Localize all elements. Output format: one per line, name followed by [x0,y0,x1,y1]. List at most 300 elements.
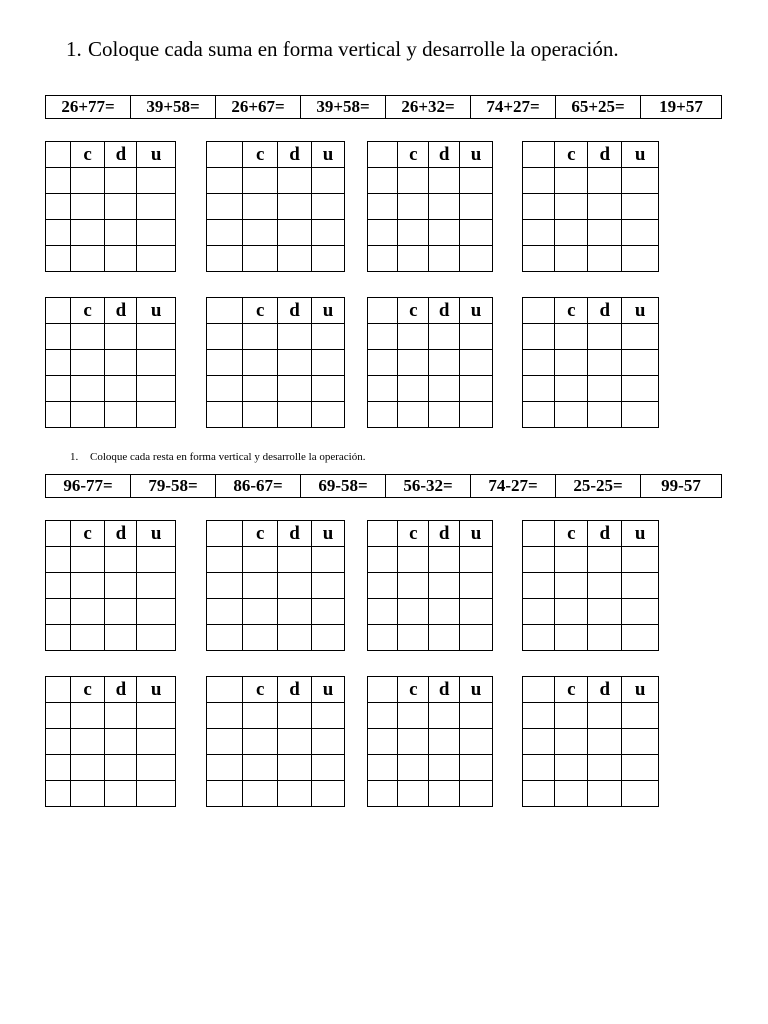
grid-cell[interactable] [460,573,493,599]
grid-cell[interactable] [312,729,345,755]
grid-cell[interactable] [429,625,460,651]
grid-cell[interactable] [460,729,493,755]
grid-cell[interactable] [243,246,278,272]
grid-cell[interactable] [588,376,622,402]
grid-cell[interactable] [523,625,555,651]
grid-cell[interactable] [588,703,622,729]
grid-cell [523,521,555,547]
grid-cell[interactable] [622,573,659,599]
grid-cell[interactable] [243,402,278,428]
grid-header-c: c [243,142,278,168]
subtraction-operation: 99-57 [641,475,722,498]
grid-header-u: u [137,521,176,547]
grid-cell[interactable] [429,194,460,220]
grid-cell[interactable] [523,599,555,625]
grid-cell [523,142,555,168]
grid-cell[interactable] [523,703,555,729]
grid-header-u: u [460,677,493,703]
grid-cell[interactable] [523,376,555,402]
grid-cell[interactable] [46,729,71,755]
grid-cell[interactable] [207,324,243,350]
grid-cell[interactable] [243,168,278,194]
grid-header-d: d [278,142,312,168]
grid-cell[interactable] [429,246,460,272]
grid-cell[interactable] [429,703,460,729]
grid-cell[interactable] [398,194,429,220]
grid-cell[interactable] [207,246,243,272]
grid-cell[interactable] [588,350,622,376]
grid-cell [523,677,555,703]
grid-cell[interactable] [312,324,345,350]
grid-cell[interactable] [137,625,176,651]
grid-cell[interactable] [207,220,243,246]
grid-cell[interactable] [137,599,176,625]
grid-cell[interactable] [105,547,137,573]
grid-header-c: c [70,521,105,547]
grid-cell[interactable] [137,168,176,194]
grid-cell[interactable] [137,402,176,428]
grid-cell[interactable] [243,755,278,781]
grid-cell[interactable] [460,350,493,376]
grid-cell[interactable] [460,781,493,807]
grid-cell[interactable] [429,402,460,428]
grid-cell[interactable] [243,573,278,599]
grid-cell[interactable] [429,168,460,194]
grid-cell[interactable] [312,168,345,194]
grid-cell[interactable] [312,194,345,220]
grid-cell[interactable] [312,402,345,428]
grid-cell[interactable] [398,220,429,246]
subtraction-operation: 69-58= [301,475,386,498]
grid-cell[interactable] [368,703,398,729]
grid-cell[interactable] [105,781,137,807]
grid-cell[interactable] [429,599,460,625]
grid-cell[interactable] [105,625,137,651]
sum-operation: 26+32= [386,96,471,119]
grid-cell[interactable] [278,625,312,651]
grid-cell[interactable] [70,573,105,599]
grid-cell[interactable] [555,194,588,220]
grid-cell[interactable] [46,703,71,729]
grid-cell[interactable] [622,703,659,729]
grid-cell[interactable] [70,755,105,781]
grid-cell[interactable] [622,220,659,246]
grid-cell[interactable] [523,729,555,755]
grid-cell[interactable] [207,376,243,402]
grid-cell[interactable] [368,547,398,573]
grid-cell[interactable] [398,755,429,781]
grid-cell[interactable] [46,625,71,651]
grid-cell[interactable] [312,573,345,599]
grid-cell[interactable] [243,324,278,350]
grid-cell[interactable] [105,573,137,599]
grid-cell[interactable] [622,547,659,573]
grid-cell[interactable] [207,402,243,428]
grid-cell[interactable] [207,573,243,599]
grid-cell[interactable] [278,402,312,428]
grid-cell[interactable] [460,755,493,781]
grid-cell[interactable] [46,599,71,625]
grid-cell[interactable] [588,625,622,651]
grid-cell[interactable] [398,573,429,599]
grid-cell[interactable] [368,246,398,272]
grid-cell[interactable] [555,547,588,573]
grid-cell[interactable] [137,755,176,781]
grid-cell[interactable] [588,755,622,781]
grid-cell[interactable] [523,350,555,376]
grid-cell[interactable] [622,194,659,220]
grid-cell[interactable] [588,324,622,350]
grid-cell[interactable] [555,246,588,272]
grid-cell[interactable] [312,781,345,807]
grid-cell[interactable] [137,350,176,376]
grid-cell[interactable] [523,547,555,573]
grid-cell[interactable] [429,755,460,781]
grid-cell[interactable] [368,755,398,781]
grid-header-u: u [312,521,345,547]
grid-cell[interactable] [207,168,243,194]
grid-cell[interactable] [622,729,659,755]
grid-cell[interactable] [368,220,398,246]
grid-cell[interactable] [622,402,659,428]
grid-cell[interactable] [70,376,105,402]
grid-cell[interactable] [243,729,278,755]
grid-cell[interactable] [460,220,493,246]
grid-cell[interactable] [312,755,345,781]
grid-cell[interactable] [105,168,137,194]
grid-cell[interactable] [137,324,176,350]
grid-cell[interactable] [622,781,659,807]
grid-cell[interactable] [278,781,312,807]
grid-cell[interactable] [207,547,243,573]
grid-cell[interactable] [278,246,312,272]
grid-cell[interactable] [588,402,622,428]
grid-cell[interactable] [137,573,176,599]
grid-cell[interactable] [398,703,429,729]
grid-cell[interactable] [523,220,555,246]
grid-cell[interactable] [207,781,243,807]
grid-header-u: u [312,298,345,324]
grid-header-c: c [70,677,105,703]
grid-cell[interactable] [588,729,622,755]
grid-cell[interactable] [70,350,105,376]
sum-instruction-number: 1. [66,37,82,61]
grid-header-u: u [622,142,659,168]
grid-cell[interactable] [398,729,429,755]
grid-cell[interactable] [622,755,659,781]
grid-cell[interactable] [278,599,312,625]
grid-header-d: d [278,298,312,324]
grid-cell[interactable] [460,376,493,402]
grid-cell[interactable] [46,376,71,402]
grid-cell[interactable] [460,599,493,625]
grid-cell[interactable] [622,246,659,272]
grid-cell[interactable] [398,781,429,807]
grid-cell[interactable] [105,220,137,246]
grid-header-d: d [588,677,622,703]
grid-cell[interactable] [460,168,493,194]
grid-cell[interactable] [70,246,105,272]
grid-cell[interactable] [368,194,398,220]
grid-cell[interactable] [137,220,176,246]
grid-cell[interactable] [46,220,71,246]
grid-cell[interactable] [70,703,105,729]
grid-cell[interactable] [555,402,588,428]
grid-cell[interactable] [243,781,278,807]
grid-cell[interactable] [555,703,588,729]
subtraction-operation: 79-58= [131,475,216,498]
grid-cell[interactable] [368,625,398,651]
grid-cell[interactable] [588,220,622,246]
grid-cell[interactable] [137,729,176,755]
grid-cell[interactable] [460,402,493,428]
grid-cell[interactable] [278,220,312,246]
grid-cell[interactable] [70,547,105,573]
grid-cell[interactable] [243,599,278,625]
grid-cell[interactable] [312,625,345,651]
grid-cell[interactable] [398,625,429,651]
grid-cell[interactable] [70,194,105,220]
grid-cell[interactable] [555,729,588,755]
grid-cell[interactable] [398,324,429,350]
grid-cell[interactable] [105,194,137,220]
grid-cell[interactable] [555,781,588,807]
grid-cell[interactable] [398,376,429,402]
grid-cell[interactable] [243,220,278,246]
grid-cell[interactable] [278,350,312,376]
grid-cell[interactable] [622,599,659,625]
grid-cell[interactable] [368,376,398,402]
grid-header-d: d [429,677,460,703]
grid-cell[interactable] [70,729,105,755]
grid-cell[interactable] [523,168,555,194]
grid-cell[interactable] [523,402,555,428]
grid-cell[interactable] [207,703,243,729]
grid-cell[interactable] [278,168,312,194]
grid-cell[interactable] [278,729,312,755]
grid-header-u: u [460,298,493,324]
grid-cell[interactable] [555,220,588,246]
grid-cell[interactable] [523,246,555,272]
grid-cell[interactable] [105,755,137,781]
grid-cell[interactable] [243,547,278,573]
grid-cell[interactable] [278,376,312,402]
subtraction-instruction-text: Coloque cada resta en forma vertical y desarrolle la operación. [90,451,366,463]
grid-cell[interactable] [368,350,398,376]
grid-cell[interactable] [207,729,243,755]
grid-cell[interactable] [398,547,429,573]
grid-cell[interactable] [555,168,588,194]
grid-cell[interactable] [243,194,278,220]
grid-cell[interactable] [70,220,105,246]
grid-cell[interactable] [207,625,243,651]
grid-cell[interactable] [555,573,588,599]
grid-cell[interactable] [105,599,137,625]
grid-cell[interactable] [555,376,588,402]
grid-cell[interactable] [46,246,71,272]
grid-header-d: d [429,298,460,324]
grid-cell[interactable] [460,703,493,729]
grid-cell[interactable] [398,599,429,625]
grid-cell[interactable] [429,376,460,402]
grid-cell[interactable] [429,781,460,807]
grid-cell[interactable] [460,246,493,272]
grid-cell[interactable] [523,194,555,220]
grid-cell[interactable] [429,547,460,573]
subtraction-operation: 96-77= [46,475,131,498]
grid-cell[interactable] [70,324,105,350]
grid-cell[interactable] [105,324,137,350]
grid-cell[interactable] [207,599,243,625]
grid-cell[interactable] [105,703,137,729]
grid-cell[interactable] [368,729,398,755]
grid-cell[interactable] [70,168,105,194]
grid-cell[interactable] [46,547,71,573]
grid-cell[interactable] [137,547,176,573]
grid-cell[interactable] [588,599,622,625]
grid-cell[interactable] [207,755,243,781]
grid-cell[interactable] [278,194,312,220]
grid-cell[interactable] [243,703,278,729]
grid-cell[interactable] [523,324,555,350]
grid-cell[interactable] [429,324,460,350]
grid-cell[interactable] [622,350,659,376]
grid-cell[interactable] [312,547,345,573]
grid-cell [368,677,398,703]
grid-cell[interactable] [312,350,345,376]
grid-header-u: u [622,298,659,324]
grid-header-c: c [70,142,105,168]
grid-header-c: c [555,677,588,703]
grid-cell[interactable] [312,220,345,246]
grid-cell[interactable] [460,194,493,220]
grid-cell[interactable] [70,781,105,807]
grid-cell[interactable] [622,324,659,350]
grid-cell[interactable] [46,781,71,807]
grid-cell[interactable] [312,599,345,625]
grid-cell[interactable] [105,350,137,376]
grid-cell[interactable] [278,703,312,729]
grid-cell[interactable] [46,324,71,350]
sum-operation: 26+67= [216,96,301,119]
grid-cell[interactable] [278,573,312,599]
grid-cell[interactable] [278,755,312,781]
grid-cell[interactable] [46,194,71,220]
grid-cell[interactable] [398,402,429,428]
grid-cell[interactable] [429,350,460,376]
grid-cell[interactable] [588,781,622,807]
grid-header-c: c [243,677,278,703]
grid-cell[interactable] [46,350,71,376]
grid-cell[interactable] [368,781,398,807]
grid-cell[interactable] [588,547,622,573]
grid-cell[interactable] [70,625,105,651]
grid-cell[interactable] [312,376,345,402]
grid-header-d: d [588,298,622,324]
grid-cell[interactable] [555,324,588,350]
grid-cell[interactable] [523,781,555,807]
grid-cell[interactable] [137,376,176,402]
grid-cell[interactable] [46,573,71,599]
grid-cell [207,298,243,324]
grid-header-c: c [398,298,429,324]
grid-cell[interactable] [460,625,493,651]
grid-cell[interactable] [368,573,398,599]
grid-header-d: d [588,142,622,168]
grid-cell[interactable] [523,573,555,599]
grid-cell[interactable] [588,246,622,272]
sum-operations-table [45,95,722,119]
grid-cell [368,521,398,547]
sum-operation: 26+77= [46,96,131,119]
grid-cell[interactable] [137,194,176,220]
grid-cell[interactable] [137,246,176,272]
grid-cell[interactable] [105,376,137,402]
grid-cell[interactable] [137,703,176,729]
grid-cell[interactable] [105,246,137,272]
grid-cell [46,521,71,547]
grid-cell[interactable] [555,755,588,781]
grid-cell[interactable] [588,194,622,220]
grid-cell[interactable] [588,168,622,194]
grid-cell[interactable] [207,194,243,220]
grid-cell[interactable] [555,350,588,376]
grid-cell[interactable] [70,402,105,428]
grid-cell[interactable] [46,168,71,194]
grid-cell[interactable] [588,573,622,599]
grid-cell [207,677,243,703]
grid-cell[interactable] [70,599,105,625]
cdu-grid [522,676,659,807]
grid-cell[interactable] [622,625,659,651]
grid-cell[interactable] [368,402,398,428]
grid-cell[interactable] [105,402,137,428]
grid-header-c: c [243,298,278,324]
grid-cell[interactable] [429,729,460,755]
subtraction-operation: 74-27= [471,475,556,498]
grid-cell[interactable] [243,376,278,402]
grid-cell[interactable] [622,376,659,402]
grid-cell[interactable] [278,547,312,573]
grid-cell[interactable] [243,350,278,376]
grid-cell[interactable] [429,220,460,246]
grid-cell[interactable] [368,168,398,194]
grid-cell[interactable] [398,246,429,272]
grid-cell[interactable] [137,781,176,807]
grid-cell[interactable] [460,324,493,350]
grid-cell[interactable] [523,755,555,781]
grid-cell[interactable] [398,350,429,376]
cdu-grid [45,676,176,807]
cdu-grid [45,297,176,428]
grid-cell[interactable] [46,402,71,428]
grid-cell[interactable] [368,599,398,625]
grid-cell[interactable] [46,755,71,781]
grid-cell[interactable] [555,625,588,651]
grid-cell[interactable] [105,729,137,755]
grid-cell[interactable] [398,168,429,194]
grid-cell[interactable] [429,573,460,599]
grid-cell[interactable] [368,324,398,350]
grid-cell[interactable] [243,625,278,651]
grid-cell[interactable] [312,246,345,272]
grid-cell[interactable] [460,547,493,573]
grid-cell[interactable] [312,703,345,729]
grid-cell[interactable] [555,599,588,625]
grid-cell[interactable] [278,324,312,350]
grid-cell[interactable] [207,350,243,376]
grid-cell[interactable] [622,168,659,194]
